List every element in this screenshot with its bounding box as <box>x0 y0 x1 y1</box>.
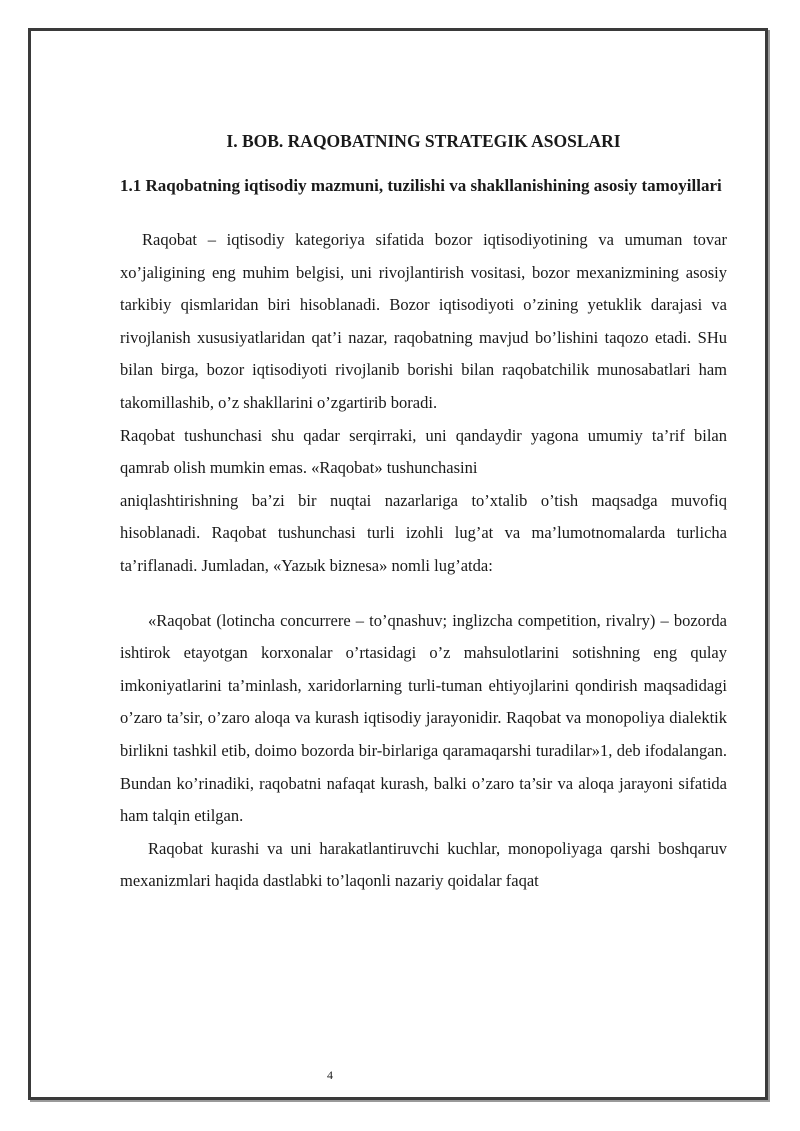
section-title: 1.1 Raqobatning iqtisodiy mazmuni, tuzilishi va shakllanishining asosiy tamoyillari <box>120 176 722 195</box>
paragraph-2: Raqobat tushunchasi shu qadar serqirraki, uni qandaydir yagona umumiy ta’rif bilan qamrab olish mumkin emas. «Raqobat» tushunchasini <box>120 425 727 478</box>
paragraph-1: Raqobat – iqtisodiy kategoriya sifatida bozor iqtisodiyotining va umuman tovar xo’jaligining eng muhim belgisi, uni rivojlantirish vositasi, bozor mexanizmining asosiy tarkibiy qismlaridan biri hisoblanadi. Bozor iqtisodiyoti o’zining yetuklik darajasi va rivojlanish xususiyatlaridan qat’i nazar, raqobatning mavjud bo’lishini taqozo etadi. SHu bilan birga, bozor iqtisodiyoti rivojlanib borishi bilan raqobatchilik munosabatlari ham takomillashib, o’z shakllarini o’zgartirib boradi. <box>120 230 727 412</box>
paragraph-5: Raqobat kurashi va uni harakatlantiruvchi kuchlar, monopoliyaga qarshi boshqaruv mexanizmlari haqida dastlabki to’laqonli nazariy qoidalar faqat <box>120 838 727 891</box>
paragraph-3: aniqlashtirishning ba’zi bir nuqtai nazarlariga to’xtalib o’tish maqsadga muvofiq hisoblanadi. Raqobat tushunchasi turli izohli lug’at va ma’lumotnomalarda turlicha ta’riflanadi. Jumladan, «Yazыk biznesa» nomli lug’atda: <box>120 490 727 575</box>
page-number: 4 <box>327 1068 333 1082</box>
page-content <box>120 126 727 898</box>
paragraph-quote: «Raqobat (lotincha concurrere – to’qnashuv; inglizcha competition, rivalry) – bozorda ishtirok etayotgan korxonalar o’rtasidagi o’z mahsulotlarini sotishning eng qulay imkoniyatlarini ta’minlash, xaridorlarning turli-tuman ehtiyojlarini qondirish maqsadidagi o’zaro ta’sir, o’zaro aloqa va kurash iqtisodiy jarayonidir. Raqobat va monopoliya dialektik birlikni tashkil etib, doimo bozorda bir-birlariga qaramaqarshi turadilar»1, deb ifodalangan. Bundan ko’rinadiki, raqobatni nafaqat kurash, balki o’zaro ta’sir va aloqa jarayoni sifatida ham talqin etilgan. <box>120 610 727 826</box>
chapter-title: I. BOB. RAQOBATNING STRATEGIK ASOSLARI <box>226 131 621 151</box>
